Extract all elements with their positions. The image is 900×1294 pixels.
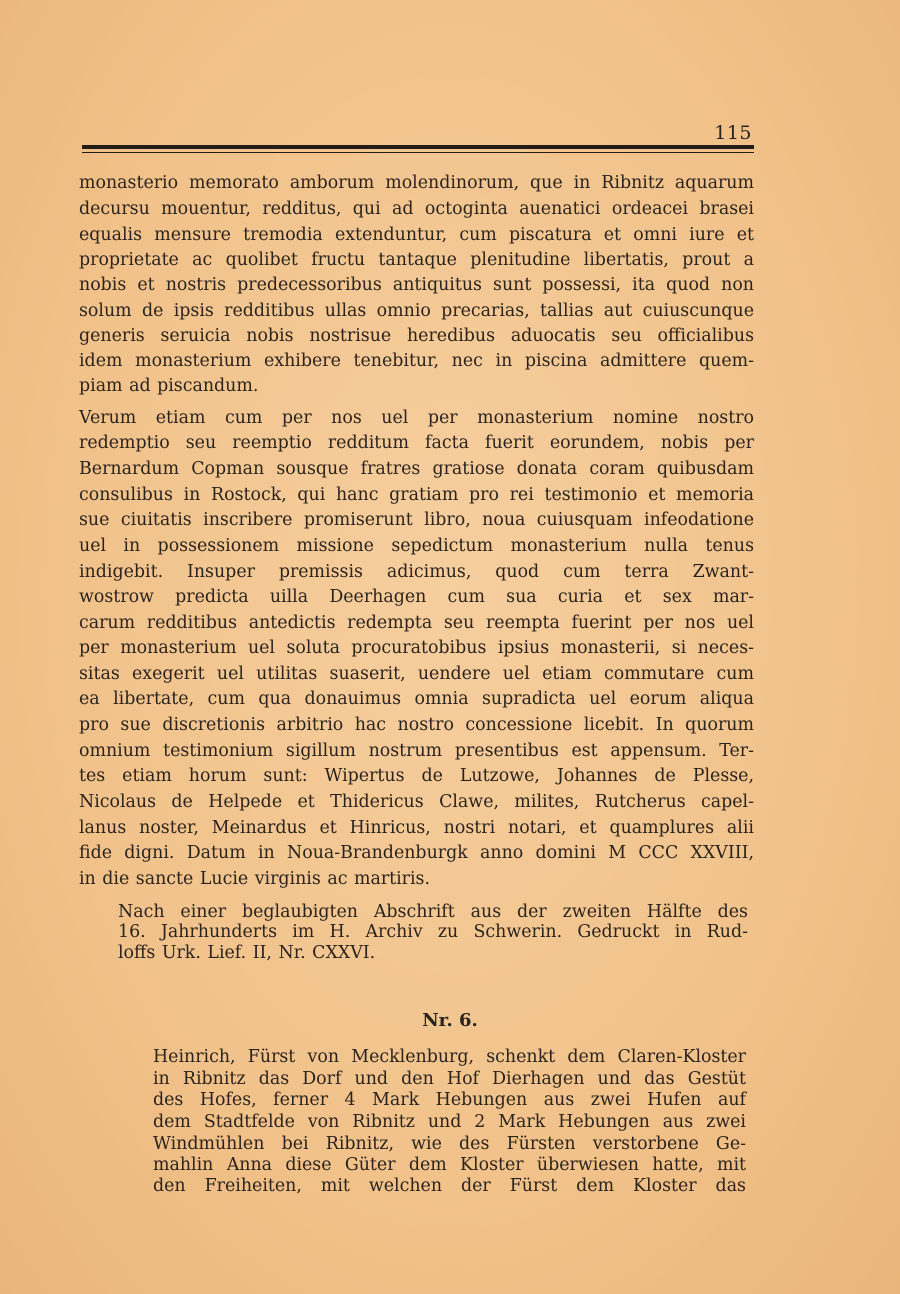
text-line: decursu mouentur, redditus, qui ad octoginta auenatici ordeacei brasei [79,199,754,219]
text-line: per monasterium uel soluta procuratobibus ipsius monasterii, si neces- [79,638,754,658]
text-line: Nicolaus de Helpede et Thidericus Clawe, milites, Rutcherus capel- [79,792,754,812]
source-note-line: 16. Jahrhunderts im H. Archiv zu Schwerin. Gedruckt in Rud- [118,922,748,942]
source-note-line: Nach einer beglaubigten Abschrift aus der zweiten Hälfte des [118,902,748,922]
regest-line: des Hofes, ferner 4 Mark Hebungen aus zwei Hufen auf [153,1090,746,1110]
text-line: consulibus in Rostock, qui hanc gratiam pro rei testimonio et memoria [79,485,754,505]
header-rule-thick [82,145,754,149]
regest-line: mahlin Anna diese Güter dem Kloster überwiesen hatte, mit [153,1155,746,1175]
regest-line: Windmühlen bei Ribnitz, wie des Fürsten verstorbene Ge- [153,1134,746,1154]
text-line: piam ad piscandum. [79,376,259,396]
document-heading: Nr. 6. [422,1010,478,1031]
text-line: Verum etiam cum per nos uel per monasterium nomine nostro [79,408,754,428]
text-line: uel in possessionem missione sepedictum monasterium nulla tenus [79,536,754,556]
source-note-line: loffs Urk. Lief. II, Nr. CXXVI. [118,943,376,963]
text-line: equalis mensure tremodia extenduntur, cum piscatura et omni iure et [79,225,754,245]
text-line: ea libertate, cum qua donauimus omnia supradicta uel eorum aliqua [79,689,754,709]
text-line: tes etiam horum sunt: Wipertus de Lutzowe, Johannes de Plesse, [79,766,754,786]
text-line: fide digni. Datum in Noua-Brandenburgk anno domini M CCC XXVIII, [79,843,754,863]
text-line: Bernardum Copman sousque fratres gratiose donata coram quibusdam [79,459,754,479]
regest-line: den Freiheiten, mit welchen der Fürst dem Kloster das [153,1176,746,1196]
regest-line: dem Stadtfelde von Ribnitz und 2 Mark Hebungen aus zwei [153,1112,746,1132]
text-line: carum redditibus antedictis redempta seu reempta fuerint per nos uel [79,613,754,633]
text-line: monasterio memorato amborum molendinorum, que in Ribnitz aquarum [79,173,754,193]
text-line: redemptio seu reemptio redditum facta fuerit eorundem, nobis per [79,433,754,453]
header-rule-thin [82,152,754,153]
text-line: in die sancte Lucie virginis ac martiris. [79,869,431,889]
text-line: omnium testimonium sigillum nostrum presentibus est appensum. Ter- [79,741,754,761]
page-number: 115 [714,122,752,144]
regest-line: Heinrich, Fürst von Mecklenburg, schenkt dem Claren-Kloster [153,1047,746,1067]
text-line: idem monasterium exhibere tenebitur, nec in piscina admittere quem- [79,351,754,371]
text-line: pro sue discretionis arbitrio hac nostro concessione licebit. In quorum [79,715,754,735]
text-line: sue ciuitatis inscribere promiserunt libro, noua cuiusquam infeodatione [79,510,754,530]
text-line: nobis et nostris predecessoribus antiquitus sunt possessi, ita quod non [79,275,754,295]
text-line: proprietate ac quolibet fructu tantaque plenitudine libertatis, prout a [79,250,754,270]
text-line: lanus noster, Meinardus et Hinricus, nostri notari, et quamplures alii [79,818,754,838]
text-line: generis seruicia nobis nostrisue heredibus aduocatis seu officialibus [79,326,754,346]
text-line: sitas exegerit uel utilitas suaserit, uendere uel etiam commutare cum [79,664,754,684]
text-line: wostrow predicta uilla Deerhagen cum sua curia et sex mar- [79,587,754,607]
regest-line: in Ribnitz das Dorf und den Hof Dierhagen und das Gestüt [153,1069,746,1089]
text-line: indigebit. Insuper premissis adicimus, quod cum terra Zwant- [79,562,754,582]
text-line: solum de ipsis redditibus ullas omnio precarias, tallias aut cuiuscunque [79,301,754,321]
